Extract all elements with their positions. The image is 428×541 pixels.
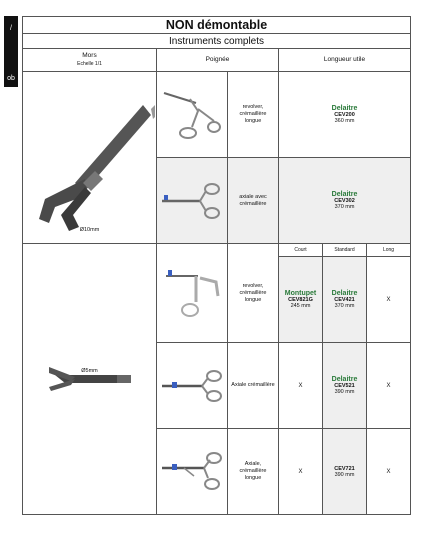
axial-handle-image (160, 366, 224, 406)
ref-label: CEV302 (334, 198, 355, 204)
length-cell-court (279, 257, 323, 343)
revolver-handle-image (160, 260, 224, 326)
revolver-handle-image (160, 87, 224, 143)
length-label: 370 mm (334, 303, 355, 309)
mors-cell-10mm (23, 72, 157, 244)
length-cell-standard (323, 429, 367, 515)
length-cell (279, 72, 411, 158)
length-cell-court: X (279, 343, 323, 429)
ref-label: CEV821G (288, 297, 313, 303)
length-label: 245 mm (290, 303, 311, 309)
header-mors-scale: Echelle 1/1 (77, 61, 102, 67)
ref-label: CEV421 (334, 297, 355, 303)
brand-label: Delaitre (331, 191, 358, 198)
length-cell (279, 158, 411, 244)
subheader-standard: Standard (323, 244, 367, 257)
handle-image-cell (157, 72, 228, 158)
axial-long-handle-image (160, 450, 224, 494)
header-longueur: Longueur utile (279, 49, 411, 72)
axial-handle-image (160, 179, 224, 223)
table-title: NON démontable (23, 17, 411, 34)
handle-image-cell (157, 158, 228, 244)
length-label: 390 mm (334, 389, 355, 395)
mors-cell-5mm (23, 244, 157, 515)
header-poignee: Poignée (157, 49, 279, 72)
table-subtitle: Instruments complets (23, 34, 411, 49)
brand-label: Delaitre (331, 376, 358, 383)
length-cell-long: X (367, 257, 411, 343)
length-label: 360 mm (334, 118, 355, 124)
handle-image-cell (157, 343, 228, 429)
jaw-5mm-image (45, 361, 135, 397)
handle-desc: revolver, crémaillère longue (228, 72, 279, 158)
brand-label: Montupet (284, 290, 317, 297)
side-tab (4, 16, 18, 87)
handle-desc: Axiale, crémaillère longue (228, 429, 279, 515)
jaw-10mm-image (25, 83, 155, 233)
mors-label-10mm: Ø10mm (79, 227, 100, 233)
handle-image-cell (157, 429, 228, 515)
side-tab-bottom-text: ob (7, 75, 15, 82)
header-mors-label: Mors (82, 52, 97, 59)
subheader-long: Long (367, 244, 411, 257)
subheader-court: Court (279, 244, 323, 257)
length-cell-long: X (367, 343, 411, 429)
handle-desc: Axiale crémaillère (228, 343, 279, 429)
side-tab-top-text: / (10, 25, 12, 32)
handle-desc: axiale avec crémaillère (228, 158, 279, 244)
brand-label: Delaitre (331, 105, 358, 112)
length-label: 370 mm (334, 204, 355, 210)
length-cell-standard (323, 257, 367, 343)
ref-label: CEV721 (334, 465, 355, 472)
length-cell-standard (323, 343, 367, 429)
ref-label: CEV521 (334, 383, 355, 389)
instruments-table (22, 16, 411, 515)
header-mors (23, 49, 157, 72)
mors-label-5mm: Ø5mm (81, 368, 98, 374)
length-cell-long: X (367, 429, 411, 515)
ref-label: CEV200 (334, 112, 355, 118)
handle-image-cell (157, 244, 228, 343)
length-cell-court: X (279, 429, 323, 515)
handle-desc: revolver, crémaillère longue (228, 244, 279, 343)
length-label: 390 mm (334, 471, 355, 478)
brand-label: Delaitre (331, 290, 358, 297)
